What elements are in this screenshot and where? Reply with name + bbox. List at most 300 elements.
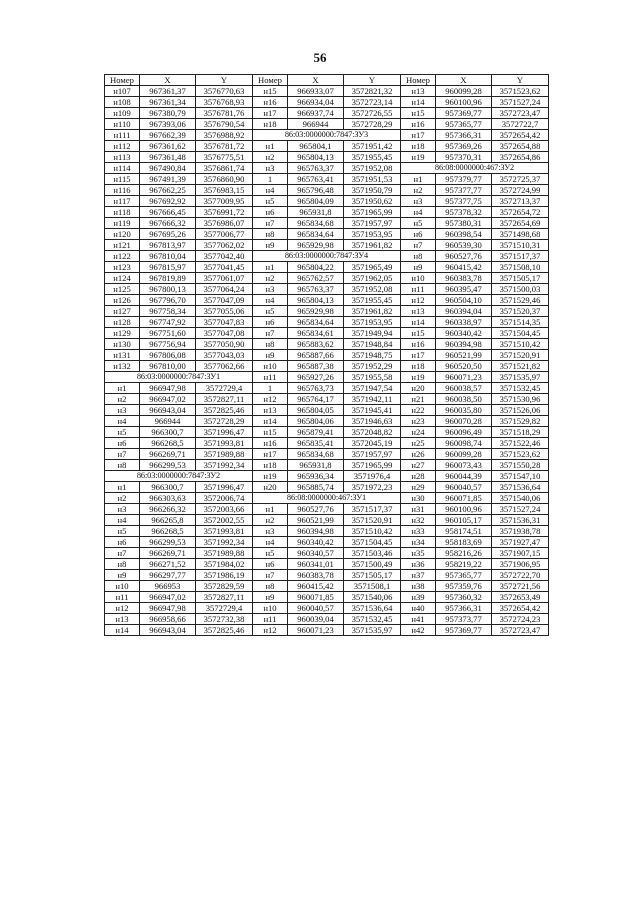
y-value: 3571535,97 xyxy=(344,625,401,636)
table-row xyxy=(105,284,549,295)
y-value: 3577061,07 xyxy=(196,273,253,284)
point-number: н3 xyxy=(105,504,140,515)
point-number: н30 xyxy=(401,493,436,504)
point-number: н8 xyxy=(253,581,288,592)
point-number: н7 xyxy=(253,328,288,339)
point-number: н34 xyxy=(401,537,436,548)
point-number: н5 xyxy=(253,196,288,207)
point-number: н4 xyxy=(253,185,288,196)
point-number: н33 xyxy=(401,526,436,537)
point-number: н16 xyxy=(253,438,288,449)
x-value: 960040,57 xyxy=(288,603,344,614)
x-value: 965804,06 xyxy=(288,416,344,427)
x-value: 960340,42 xyxy=(436,328,492,339)
x-value: 960340,42 xyxy=(288,537,344,548)
point-number: н18 xyxy=(253,460,288,471)
y-value: 3571938,78 xyxy=(492,526,549,537)
point-number: н17 xyxy=(253,449,288,460)
y-value: 3571993,81 xyxy=(196,526,253,537)
y-value: 3572821,32 xyxy=(344,86,401,97)
y-value: 3572827,11 xyxy=(196,394,253,405)
x-value: 960520,50 xyxy=(436,361,492,372)
header-number: Номер xyxy=(105,75,140,86)
y-value: 3571523,62 xyxy=(492,449,549,460)
y-value: 3571961,82 xyxy=(344,240,401,251)
y-value: 3572722,70 xyxy=(492,570,549,581)
y-value: 3571907,15 xyxy=(492,548,549,559)
x-value: 966266,32 xyxy=(140,504,196,515)
x-value: 960527,76 xyxy=(288,504,344,515)
x-value: 967662,39 xyxy=(140,130,196,141)
y-value: 3576988,92 xyxy=(196,130,253,141)
point-number: н113 xyxy=(105,152,140,163)
y-value: 3571532,45 xyxy=(344,614,401,625)
table-row xyxy=(105,471,549,482)
y-value: 3571514,35 xyxy=(492,317,549,328)
x-value: 967800,13 xyxy=(140,284,196,295)
x-value: 966943,04 xyxy=(140,625,196,636)
point-number: н8 xyxy=(253,229,288,240)
x-value: 967758,34 xyxy=(140,306,196,317)
point-number: н24 xyxy=(401,427,436,438)
point-number: н111 xyxy=(105,130,140,141)
x-value: 965936,34 xyxy=(288,471,344,482)
point-number: н131 xyxy=(105,350,140,361)
y-value: 3576983,15 xyxy=(196,185,253,196)
point-number: н4 xyxy=(105,416,140,427)
x-value: 965763,73 xyxy=(288,383,344,394)
y-value: 3577055,06 xyxy=(196,306,253,317)
x-value: 967819,89 xyxy=(140,273,196,284)
y-value: 3572654,72 xyxy=(492,207,549,218)
point-number: н28 xyxy=(401,471,436,482)
point-number: н10 xyxy=(401,273,436,284)
x-value: 965764,17 xyxy=(288,394,344,405)
point-number: н19 xyxy=(253,471,288,482)
x-value: 957377,77 xyxy=(436,185,492,196)
y-value: 3572829,59 xyxy=(196,581,253,592)
point-number: н6 xyxy=(253,317,288,328)
point-number: н4 xyxy=(401,207,436,218)
point-number: н4 xyxy=(253,537,288,548)
y-value: 3571950,79 xyxy=(344,185,401,196)
x-value: 960340,57 xyxy=(288,548,344,559)
point-number: н3 xyxy=(253,526,288,537)
y-value: 3571962,05 xyxy=(344,273,401,284)
y-value: 3571526,06 xyxy=(492,405,549,416)
y-value: 3572729,4 xyxy=(196,383,253,394)
table-row xyxy=(105,438,549,449)
y-value: 3571953,95 xyxy=(344,229,401,240)
point-number: н125 xyxy=(105,284,140,295)
header-x: X xyxy=(436,75,492,86)
y-value: 3571951,53 xyxy=(344,174,401,185)
point-number: н15 xyxy=(253,86,288,97)
table-body xyxy=(105,86,549,636)
x-value: 965929,98 xyxy=(288,306,344,317)
table-row xyxy=(105,306,549,317)
x-value: 958183,69 xyxy=(436,537,492,548)
x-value: 967666,45 xyxy=(140,207,196,218)
table-row xyxy=(105,548,549,559)
point-number: н4 xyxy=(253,295,288,306)
point-number: н119 xyxy=(105,218,140,229)
table-row xyxy=(105,537,549,548)
y-value: 3571527,24 xyxy=(492,504,549,515)
header-row xyxy=(105,75,549,86)
point-number: н2 xyxy=(105,394,140,405)
y-value: 3577043,03 xyxy=(196,350,253,361)
table-row xyxy=(105,152,549,163)
x-value: 966943,04 xyxy=(140,405,196,416)
table-row xyxy=(105,460,549,471)
x-value: 957378,32 xyxy=(436,207,492,218)
y-value: 3571949,94 xyxy=(344,328,401,339)
x-value: 960398,54 xyxy=(436,229,492,240)
x-value: 960105,17 xyxy=(436,515,492,526)
point-number: н5 xyxy=(253,548,288,559)
y-value: 3571505,17 xyxy=(492,273,549,284)
x-value: 967490,84 xyxy=(140,163,196,174)
header-x: X xyxy=(288,75,344,86)
x-value: 965929,98 xyxy=(288,240,344,251)
y-value: 3571504,45 xyxy=(492,328,549,339)
x-value: 966299,53 xyxy=(140,460,196,471)
table-row xyxy=(105,119,549,130)
y-value: 3571527,24 xyxy=(492,97,549,108)
x-value: 965763,37 xyxy=(288,163,344,174)
y-value: 3576770,63 xyxy=(196,86,253,97)
point-number: н35 xyxy=(401,548,436,559)
point-number: н107 xyxy=(105,86,140,97)
table-row xyxy=(105,416,549,427)
point-number: н8 xyxy=(105,559,140,570)
point-number: н132 xyxy=(105,361,140,372)
table-row xyxy=(105,174,549,185)
y-value: 3571989,88 xyxy=(196,449,253,460)
point-number: н116 xyxy=(105,185,140,196)
x-value: 957377,75 xyxy=(436,196,492,207)
x-value: 965834,61 xyxy=(288,328,344,339)
x-value: 965804,22 xyxy=(288,262,344,273)
x-value: 965834,68 xyxy=(288,449,344,460)
y-value: 3572728,29 xyxy=(344,119,401,130)
point-number: н2 xyxy=(401,185,436,196)
point-number: н118 xyxy=(105,207,140,218)
y-value: 3571950,62 xyxy=(344,196,401,207)
table-row xyxy=(105,218,549,229)
x-value: 957373,77 xyxy=(436,614,492,625)
x-value: 965763,37 xyxy=(288,284,344,295)
x-value: 957365,77 xyxy=(436,119,492,130)
point-number: н14 xyxy=(105,625,140,636)
x-value: 967666,32 xyxy=(140,218,196,229)
y-value: 3571529,46 xyxy=(492,295,549,306)
point-number: н19 xyxy=(401,152,436,163)
y-value: 3571508,10 xyxy=(492,262,549,273)
y-value: 3571550,28 xyxy=(492,460,549,471)
x-value: 965763,41 xyxy=(288,174,344,185)
table-row xyxy=(105,493,549,504)
y-value: 3577047,83 xyxy=(196,317,253,328)
point-number: н13 xyxy=(401,86,436,97)
y-value: 3572045,19 xyxy=(344,438,401,449)
point-number: н2 xyxy=(253,152,288,163)
y-value: 3571992,34 xyxy=(196,460,253,471)
table-row xyxy=(105,372,549,383)
point-number: н12 xyxy=(105,603,140,614)
point-number: н12 xyxy=(253,394,288,405)
point-number: н2 xyxy=(253,515,288,526)
x-value: 967695,26 xyxy=(140,229,196,240)
table-row xyxy=(105,108,549,119)
y-value: 3571955,45 xyxy=(344,295,401,306)
y-value: 3571520,37 xyxy=(492,306,549,317)
x-value: 958174,51 xyxy=(436,526,492,537)
point-number: н14 xyxy=(401,317,436,328)
x-value: 957359,76 xyxy=(436,581,492,592)
x-value: 960100,96 xyxy=(436,97,492,108)
x-value: 960096,49 xyxy=(436,427,492,438)
x-value: 965931,8 xyxy=(288,207,344,218)
y-value: 3576775,51 xyxy=(196,152,253,163)
table-row xyxy=(105,262,549,273)
point-number: н9 xyxy=(253,592,288,603)
x-value: 965927,26 xyxy=(288,372,344,383)
y-value: 3571529,82 xyxy=(492,416,549,427)
x-value: 960383,78 xyxy=(436,273,492,284)
point-number: н9 xyxy=(253,350,288,361)
y-value: 3571530,96 xyxy=(492,394,549,405)
point-number: н114 xyxy=(105,163,140,174)
y-value: 3571976,4 xyxy=(344,471,401,482)
table-row xyxy=(105,163,549,174)
point-number: н4 xyxy=(105,515,140,526)
x-value: 965804,09 xyxy=(288,196,344,207)
x-value: 966933,07 xyxy=(288,86,344,97)
x-value: 966299,53 xyxy=(140,537,196,548)
x-value: 966947,98 xyxy=(140,383,196,394)
x-value: 965804,05 xyxy=(288,405,344,416)
x-value: 957380,31 xyxy=(436,218,492,229)
table-row xyxy=(105,295,549,306)
point-number: н13 xyxy=(401,306,436,317)
point-number: н6 xyxy=(253,207,288,218)
y-value: 3577064,24 xyxy=(196,284,253,295)
x-value: 966947,02 xyxy=(140,592,196,603)
y-value: 3571498,68 xyxy=(492,229,549,240)
y-value: 3576861,74 xyxy=(196,163,253,174)
y-value: 3571951,42 xyxy=(344,141,401,152)
point-number: н10 xyxy=(253,603,288,614)
x-value: 957369,77 xyxy=(436,625,492,636)
point-number: н130 xyxy=(105,339,140,350)
y-value: 3571518,29 xyxy=(492,427,549,438)
y-value: 3572654,88 xyxy=(492,141,549,152)
y-value: 3571957,97 xyxy=(344,449,401,460)
point-number: н5 xyxy=(105,526,140,537)
point-number: н10 xyxy=(253,361,288,372)
y-value: 3571532,45 xyxy=(492,383,549,394)
y-value: 3576781,76 xyxy=(196,108,253,119)
point-number: н7 xyxy=(401,240,436,251)
x-value: 966269,71 xyxy=(140,449,196,460)
y-value: 3572654,69 xyxy=(492,218,549,229)
y-value: 3571955,45 xyxy=(344,152,401,163)
x-value: 960415,42 xyxy=(436,262,492,273)
point-number: н7 xyxy=(105,548,140,559)
point-number: н40 xyxy=(401,603,436,614)
y-value: 3577047,08 xyxy=(196,328,253,339)
point-number: н1 xyxy=(105,482,140,493)
y-value: 3572728,29 xyxy=(196,416,253,427)
y-value: 3571547,10 xyxy=(492,471,549,482)
table-row xyxy=(105,559,549,570)
point-number: н5 xyxy=(105,427,140,438)
x-value: 960040,57 xyxy=(436,482,492,493)
y-value: 3571996,47 xyxy=(196,427,253,438)
point-number: н10 xyxy=(105,581,140,592)
y-value: 3571972,23 xyxy=(344,482,401,493)
x-value: 960527,76 xyxy=(436,251,492,262)
y-value: 3577062,66 xyxy=(196,361,253,372)
y-value: 3571948,75 xyxy=(344,350,401,361)
x-value: 960035,80 xyxy=(436,405,492,416)
x-value: 966268,5 xyxy=(140,438,196,449)
cadastral-section-label: 86:03:0000000:7847:ЗУ1 xyxy=(105,372,253,383)
point-number: н129 xyxy=(105,328,140,339)
coordinates-table xyxy=(104,74,549,636)
table-row xyxy=(105,97,549,108)
y-value: 3571965,99 xyxy=(344,460,401,471)
x-value: 965804,1 xyxy=(288,141,344,152)
point-number: н23 xyxy=(401,416,436,427)
x-value: 967361,48 xyxy=(140,152,196,163)
y-value: 3571517,37 xyxy=(492,251,549,262)
y-value: 3577009,95 xyxy=(196,196,253,207)
x-value: 965931,8 xyxy=(288,460,344,471)
y-value: 3572724,23 xyxy=(492,614,549,625)
point-number: н32 xyxy=(401,515,436,526)
point-number: н9 xyxy=(401,262,436,273)
point-number: н6 xyxy=(253,559,288,570)
y-value: 3572827,11 xyxy=(196,592,253,603)
y-value: 3571517,37 xyxy=(344,504,401,515)
x-value: 967361,37 xyxy=(140,86,196,97)
x-value: 957379,77 xyxy=(436,174,492,185)
point-number: н3 xyxy=(253,163,288,174)
y-value: 3572002,55 xyxy=(196,515,253,526)
point-number: н5 xyxy=(253,306,288,317)
point-number: н12 xyxy=(253,625,288,636)
y-value: 3572825,46 xyxy=(196,405,253,416)
point-number: н1 xyxy=(401,174,436,185)
point-number: н15 xyxy=(401,108,436,119)
x-value: 967361,62 xyxy=(140,141,196,152)
table-row xyxy=(105,581,549,592)
point-number: н112 xyxy=(105,141,140,152)
point-number: н31 xyxy=(401,504,436,515)
table-row xyxy=(105,328,549,339)
point-number: н11 xyxy=(253,614,288,625)
point-number: н9 xyxy=(253,240,288,251)
point-number: н1 xyxy=(253,504,288,515)
table-row xyxy=(105,427,549,438)
x-value: 960521,99 xyxy=(288,515,344,526)
y-value: 3572825,46 xyxy=(196,625,253,636)
y-value: 3572732,38 xyxy=(196,614,253,625)
x-value: 967361,34 xyxy=(140,97,196,108)
x-value: 960099,28 xyxy=(436,449,492,460)
table-row xyxy=(105,229,549,240)
x-value: 958216,26 xyxy=(436,548,492,559)
x-value: 966947,98 xyxy=(140,603,196,614)
x-value: 957369,77 xyxy=(436,108,492,119)
table-row xyxy=(105,130,549,141)
x-value: 966269,71 xyxy=(140,548,196,559)
x-value: 965834,64 xyxy=(288,317,344,328)
y-value: 3571520,91 xyxy=(492,350,549,361)
point-number: н41 xyxy=(401,614,436,625)
x-value: 960038,50 xyxy=(436,394,492,405)
y-value: 3571540,06 xyxy=(492,493,549,504)
y-value: 3576781,72 xyxy=(196,141,253,152)
x-value: 965887,66 xyxy=(288,350,344,361)
x-value: 967796,70 xyxy=(140,295,196,306)
point-number: н42 xyxy=(401,625,436,636)
x-value: 957366,31 xyxy=(436,130,492,141)
x-value: 965762,57 xyxy=(288,273,344,284)
table-row xyxy=(105,207,549,218)
x-value: 960394,98 xyxy=(436,339,492,350)
y-value: 3571535,97 xyxy=(492,372,549,383)
point-number: н36 xyxy=(401,559,436,570)
cadastral-section-label: 86:03:0000000:7847:ЗУ2 xyxy=(105,471,253,482)
table-header xyxy=(105,75,549,86)
point-number: н110 xyxy=(105,119,140,130)
y-value: 3571522,46 xyxy=(492,438,549,449)
x-value: 966937,74 xyxy=(288,108,344,119)
y-value: 3576991,72 xyxy=(196,207,253,218)
y-value: 3571521,82 xyxy=(492,361,549,372)
point-number: н128 xyxy=(105,317,140,328)
point-number: н6 xyxy=(105,537,140,548)
x-value: 960539,30 xyxy=(436,240,492,251)
cadastral-section-label: 86:03:0000000:7847:ЗУ3 xyxy=(253,130,401,141)
y-value: 3572006,74 xyxy=(196,493,253,504)
point-number: н12 xyxy=(401,295,436,306)
y-value: 3572723,14 xyxy=(344,97,401,108)
y-value: 3571540,06 xyxy=(344,592,401,603)
point-number: н9 xyxy=(105,570,140,581)
point-number: н109 xyxy=(105,108,140,119)
x-value: 960341,01 xyxy=(288,559,344,570)
x-value: 957360,32 xyxy=(436,592,492,603)
point-number: н2 xyxy=(105,493,140,504)
x-value: 957369,26 xyxy=(436,141,492,152)
y-value: 3571510,31 xyxy=(492,240,549,251)
y-value: 3571503,46 xyxy=(344,548,401,559)
y-value: 3577050,90 xyxy=(196,339,253,350)
table-row xyxy=(105,526,549,537)
y-value: 3571523,62 xyxy=(492,86,549,97)
x-value: 967810,00 xyxy=(140,361,196,372)
x-value: 960394,98 xyxy=(288,526,344,537)
point-number: н8 xyxy=(401,251,436,262)
point-number: н3 xyxy=(253,284,288,295)
y-value: 3571536,31 xyxy=(492,515,549,526)
y-value: 3571961,82 xyxy=(344,306,401,317)
